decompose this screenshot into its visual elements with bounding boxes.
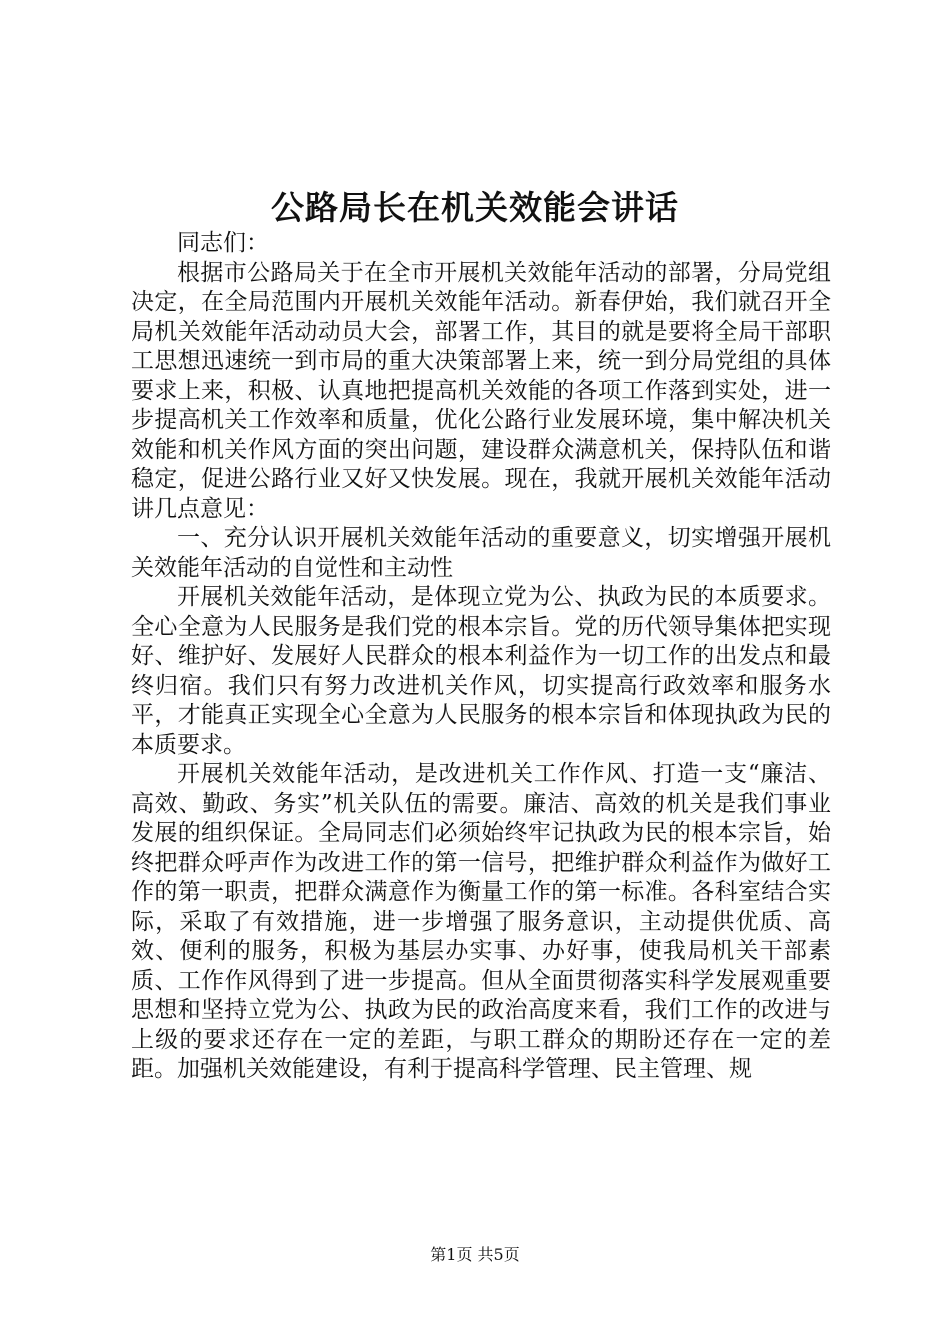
paragraph-2: 开展机关效能年活动，是体现立党为公、执政为民的本质要求。全心全意为人民服务是我们党的根本宗旨。党的历代领导集体把实现好、维护好、发展好人民群众的根本利益作为一切工作的出发点和最终归宿。我们只有努力改进机关作风，切实提高行政效率和服务水平，才能真正实现全心全意为人民服务的根本宗旨和体现执政为民的本质要求。 (131, 584, 831, 758)
salutation: 同志们： (177, 230, 269, 256)
paragraph-3: 开展机关效能年活动，是改进机关工作作风、打造一支“廉洁、高效、勤政、务实”机关队伍的需要。廉洁、高效的机关是我们事业发展的组织保证。全局同志们必须始终牢记执政为民的根本宗旨，始终把群众呼声作为改进工作的第一信号，把维护群众利益作为做好工作的第一职责，把群众满意作为衡量工作的第一标准。各科室结合实际，采取了有效措施，进一步增强了服务意识，主动提供优质、高效、便利的服务，积极为基层办实事、办好事，使我局机关干部素质、工作作风得到了进一步提高。但从全面贯彻落实科学发展观重要思想和坚持立党为公、执政为民的政治高度来看，我们工作的改进与上级的要求还存在一定的差距，与职工群众的期盼还存在一定的差距。加强机关效能建设，有利于提高科学管理、民主管理、规 (131, 761, 831, 1082)
document-title: 公路局长在机关效能会讲话 (271, 188, 679, 227)
section-heading-1: 一、充分认识开展机关效能年活动的重要意义，切实增强开展机关效能年活动的自觉性和主动性 (131, 525, 831, 581)
paragraph-intro: 根据市公路局关于在全市开展机关效能年活动的部署，分局党组决定，在全局范围内开展机关效能年活动。新春伊始，我们就召开全局机关效能年活动动员大会，部署工作，其目的就是要将全局干部职工思想迅速统一到市局的重大决策部署上来，统一到分局党组的具体要求上来，积极、认真地把提高机关效能的各项工作落到实处，进一步提高机关工作效率和质量，优化公路行业发展环境，集中解决机关效能和机关作风方面的突出问题，建设群众满意机关，保持队伍和谐稳定，促进公路行业又好又快发展。现在，我就开展机关效能年活动讲几点意见： (131, 259, 831, 522)
document-body (131, 229, 831, 1085)
page-footer: 第1页 共5页 (430, 1245, 520, 1264)
